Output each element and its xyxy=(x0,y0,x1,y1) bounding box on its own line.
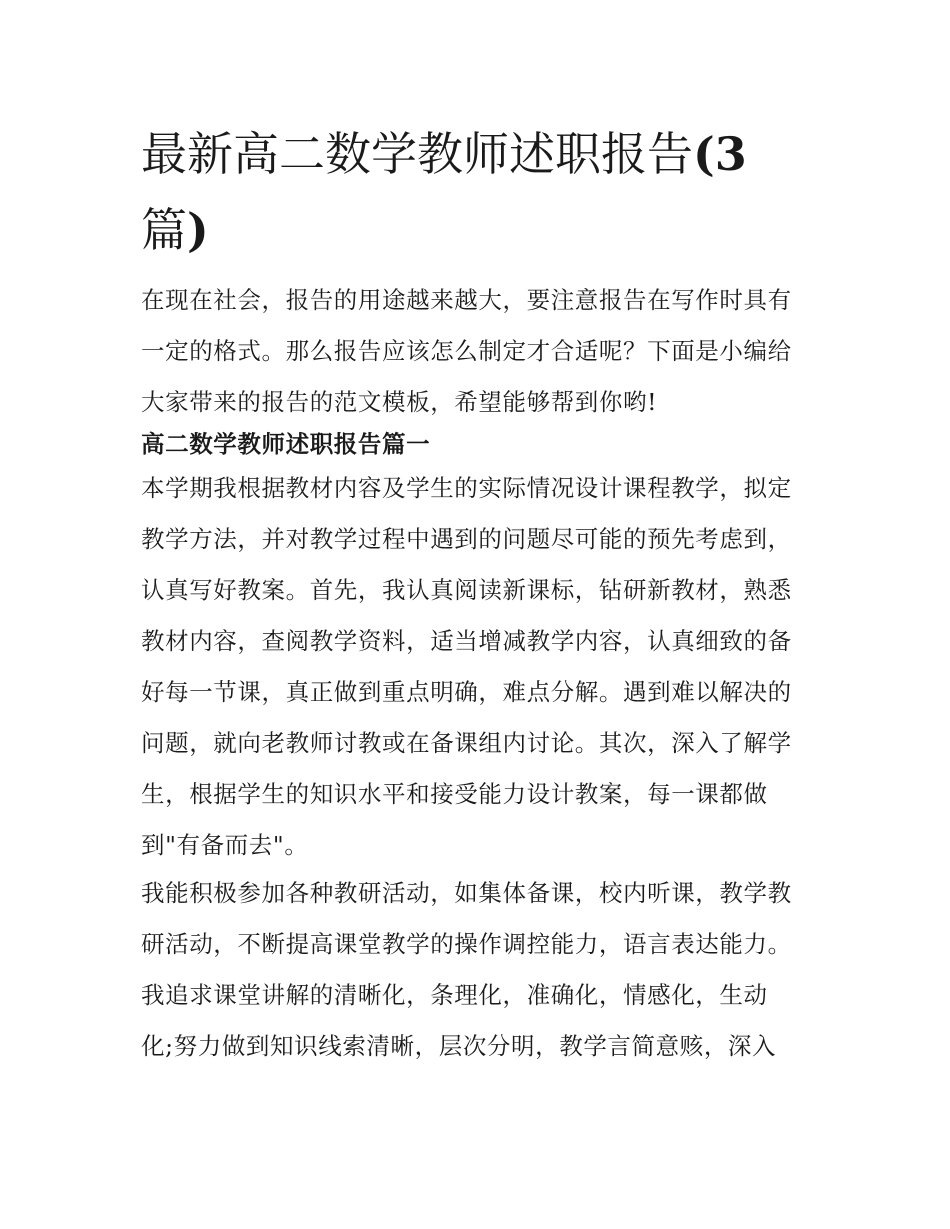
body-paragraph-2 xyxy=(141,874,821,1078)
text-line: 化;努力做到知识线索清晰，层次分明，教学言简意赅，深入 xyxy=(141,1032,777,1060)
text-line: 认真写好教案。首先，我认真阅读新课标，钻研新教材，熟悉 xyxy=(141,576,792,604)
document-body xyxy=(141,281,821,1078)
text-line: 大家带来的报告的范文模板，希望能够帮到你哟! xyxy=(141,388,658,416)
text-line: 一定的格式。那么报告应该怎么制定才合适呢？下面是小编给 xyxy=(141,337,792,365)
text-line: 问题，就向老教师讨教或在备课组内讨论。其次，深入了解学 xyxy=(141,729,792,757)
title-text: 最新高二数学教师述职报告 xyxy=(141,127,693,181)
text-line: 生，根据学生的知识水平和接受能力设计教案，每一课都做 xyxy=(141,780,768,808)
title-line-2 xyxy=(141,203,209,257)
section-heading-text: 高二数学教师述职报告篇一 xyxy=(141,430,431,458)
section-heading xyxy=(141,425,821,469)
text-line: 好每一节课，真正做到重点明确，难点分解。遇到难以解决的 xyxy=(141,678,792,706)
text-line: 教材内容，查阅教学资料，适当增减教学内容，认真细致的备 xyxy=(141,627,792,655)
text-line: 我能积极参加各种教研活动，如集体备课，校内听课，教学教 xyxy=(141,879,792,907)
text-line: 在现在社会，报告的用途越来越大，要注意报告在写作时具有 xyxy=(141,286,792,314)
page-title xyxy=(141,116,821,268)
text-line: 本学期我根据教材内容及学生的实际情况设计课程教学，拟定 xyxy=(141,474,792,502)
title-count-unit: 篇 xyxy=(141,203,187,257)
body-paragraph-1 xyxy=(141,469,821,874)
text-line: 我追求课堂讲解的清晰化，条理化，准确化，情感化，生动 xyxy=(141,981,768,1009)
intro-paragraph xyxy=(141,281,821,425)
text-line: 研活动，不断提高课堂教学的操作调控能力，语言表达能力。 xyxy=(141,930,792,958)
text-line: 到"有备而去"。 xyxy=(141,831,309,859)
text-line: 教学方法，并对教学过程中遇到的问题尽可能的预先考虑到， xyxy=(141,525,792,553)
title-count-open: (3 xyxy=(693,127,747,181)
title-count-close: ) xyxy=(187,203,209,257)
title-line-1 xyxy=(141,127,747,181)
